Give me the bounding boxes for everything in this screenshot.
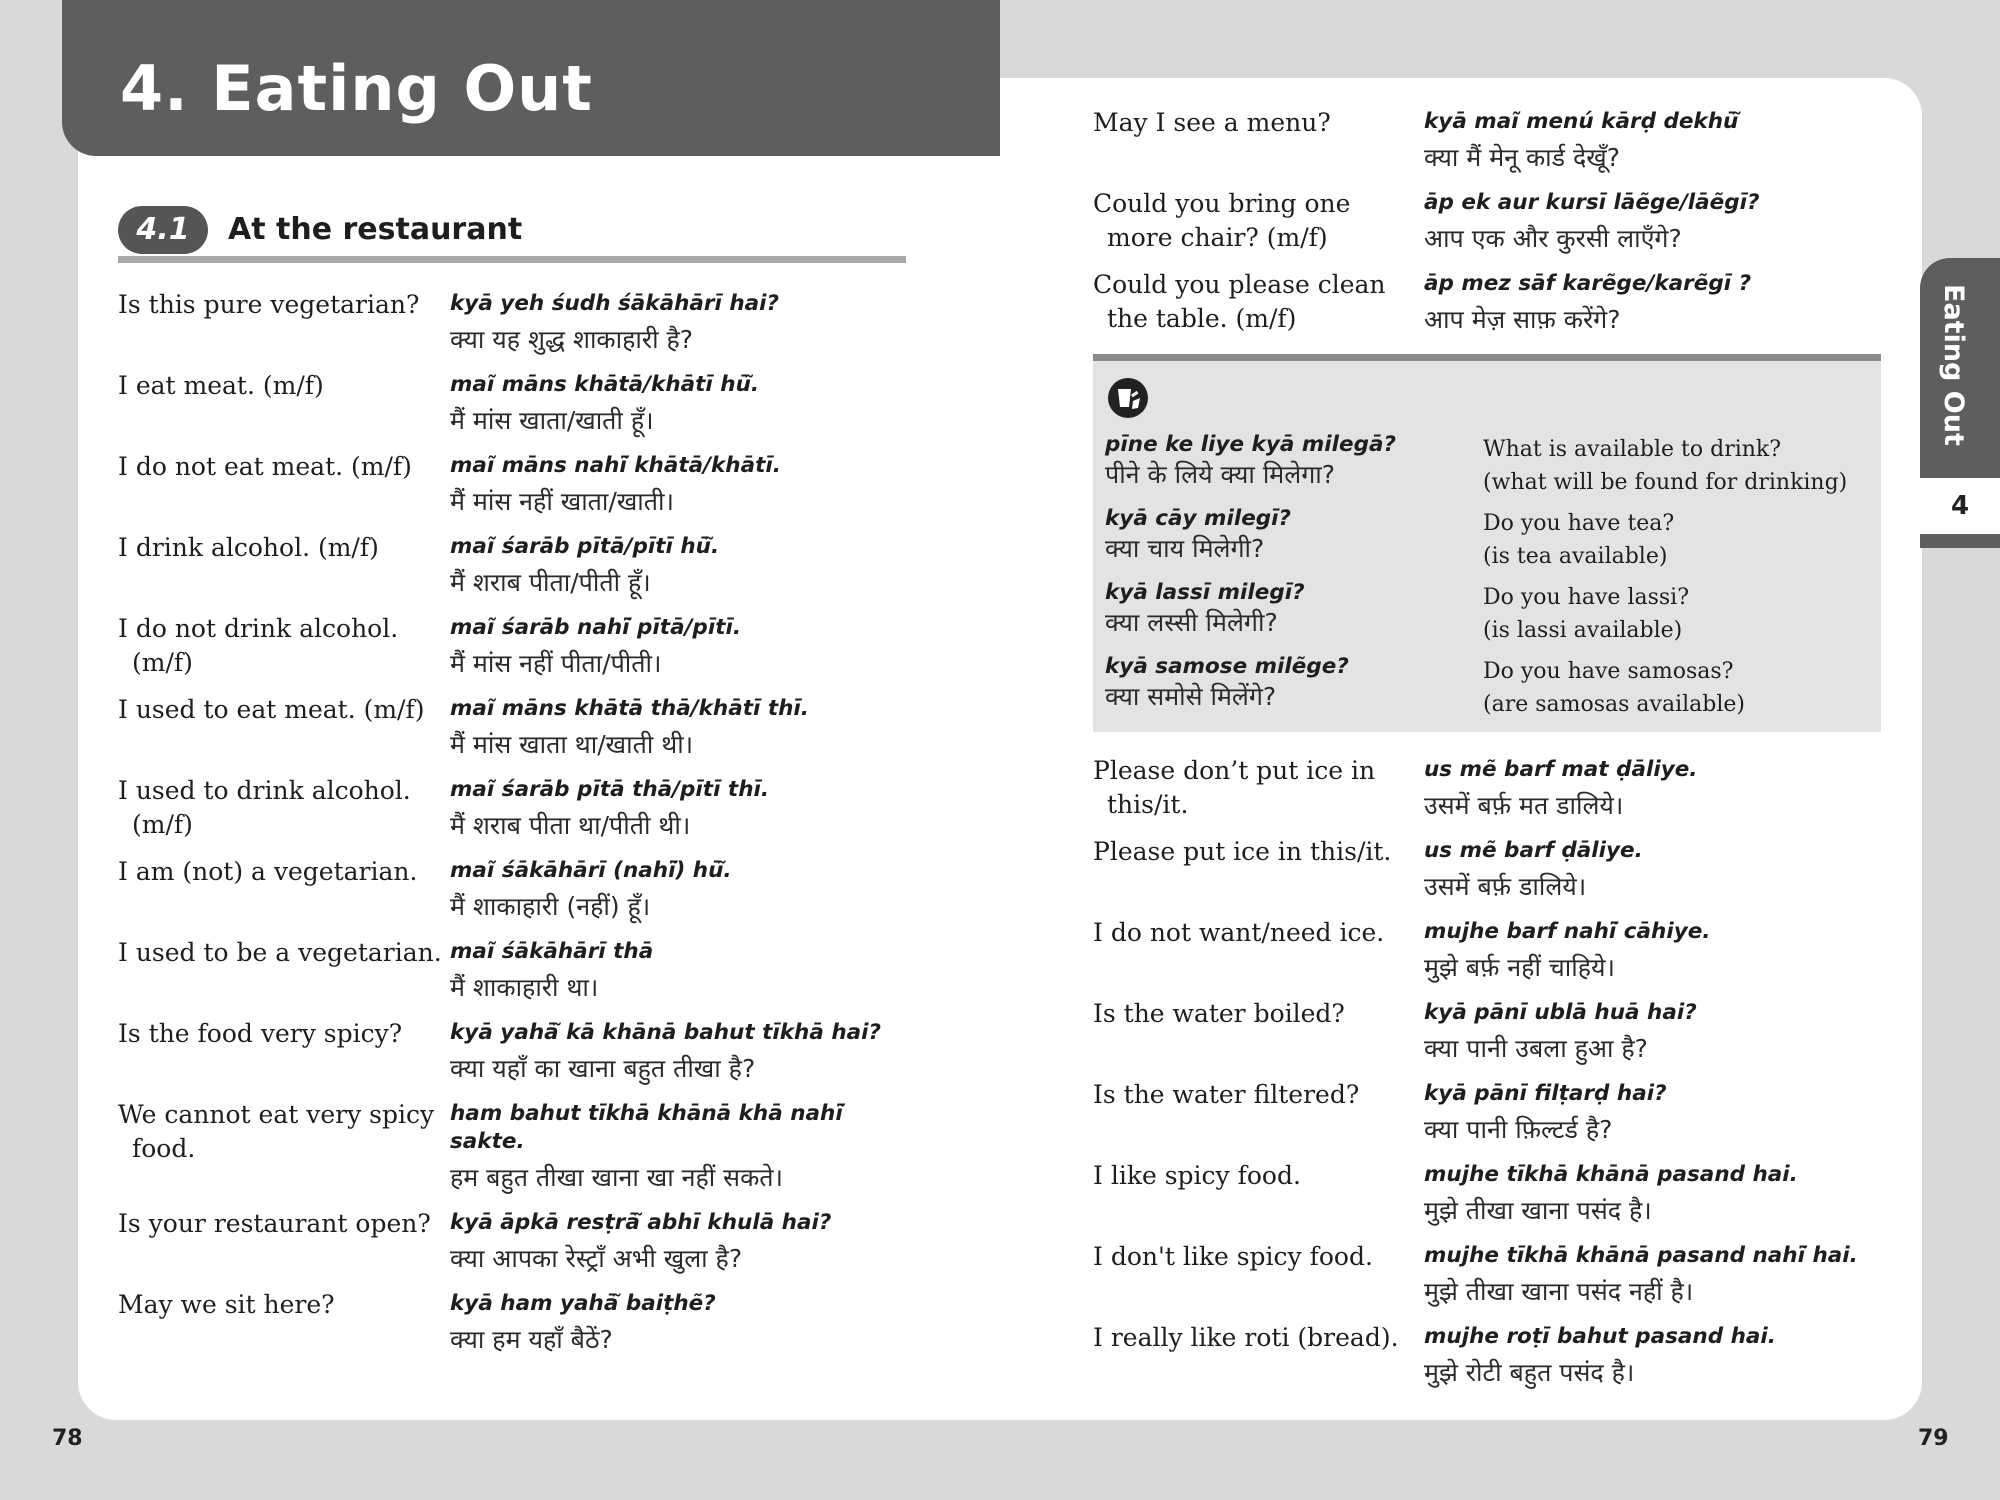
phrase-transliteration: maĩ māns nahī̃ khātā/khātī. bbox=[450, 453, 781, 478]
phrase-english bbox=[1093, 1240, 1373, 1274]
phrase-devanagari: मैं शराब पीता/पीती हूँ। bbox=[450, 568, 651, 597]
english-line: Please put ice in this/it. bbox=[1093, 837, 1392, 866]
phrase-english bbox=[1093, 1159, 1301, 1193]
english-line: I used to drink alcohol. bbox=[118, 776, 411, 805]
english-line: I do not drink alcohol. bbox=[118, 614, 399, 643]
english-line: I used to eat meat. (m/f) bbox=[118, 695, 425, 724]
phrase-devanagari: मुझे बर्फ़ नहीं चाहिये। bbox=[1424, 953, 1615, 982]
phrase-english bbox=[118, 369, 324, 403]
drink-row bbox=[1105, 579, 1875, 651]
drink-row bbox=[1105, 653, 1875, 725]
chapter-header bbox=[62, 0, 1000, 156]
section-number-badge: 4.1 bbox=[118, 206, 208, 254]
english-line: Is your restaurant open? bbox=[118, 1209, 431, 1238]
drink-gloss-line: Do you have lassi? bbox=[1483, 585, 1690, 610]
drink-transliteration: pīne ke liye kyā milegā? bbox=[1105, 432, 1396, 457]
drink-transliteration: kyā cāy milegī? bbox=[1105, 506, 1292, 531]
drink-gloss bbox=[1483, 581, 1689, 647]
phrase-devanagari: क्या पानी फ़िल्टर्ड है? bbox=[1424, 1115, 1613, 1144]
phrase-transliteration: us mẽ barf ḍāliye. bbox=[1424, 838, 1643, 863]
chapter-title: 4. Eating Out bbox=[120, 52, 593, 125]
page-number-right: 79 bbox=[1918, 1426, 1949, 1451]
phrase-transliteration: āp mez sāf karẽge/karẽgī ? bbox=[1424, 271, 1752, 296]
drink-icon bbox=[1107, 377, 1149, 419]
drink-gloss-line: (are samosas available) bbox=[1483, 692, 1746, 717]
drink-devanagari: क्या लस्सी मिलेगी? bbox=[1105, 608, 1278, 637]
drink-gloss bbox=[1483, 433, 1847, 499]
english-line: Could you please clean bbox=[1093, 270, 1386, 299]
english-line: Is the water filtered? bbox=[1093, 1080, 1360, 1109]
phrase-transliteration: āp ek aur kursī lāẽge/lāẽgī? bbox=[1424, 190, 1760, 215]
phrase-english bbox=[118, 774, 411, 842]
phrase-devanagari: क्या हम यहाँ बैठें? bbox=[450, 1325, 613, 1354]
phrase-english bbox=[1093, 754, 1375, 822]
drink-gloss-line: What is available to drink? bbox=[1483, 437, 1782, 462]
drinks-box bbox=[1093, 354, 1881, 732]
phrase-transliteration: mujhe tīkhā khānā pasand hai. bbox=[1424, 1162, 1798, 1187]
phrase-english bbox=[1093, 997, 1345, 1031]
english-line: I eat meat. (m/f) bbox=[118, 371, 324, 400]
english-line: I really like roti (bread). bbox=[1093, 1323, 1399, 1352]
phrase-transliteration: kyā maĩ menú kārḍ dekhū̃ bbox=[1424, 109, 1739, 134]
phrase-devanagari: क्या आपका रेस्ट्राँ अभी खुला है? bbox=[450, 1244, 743, 1273]
english-line: I like spicy food. bbox=[1093, 1161, 1301, 1190]
phrase-devanagari: हम बहुत तीखा खाना खा नहीं सकते। bbox=[450, 1163, 784, 1192]
phrase-english bbox=[118, 450, 412, 484]
phrase-devanagari: मैं मांस खाता/खाती हूँ। bbox=[450, 406, 654, 435]
phrase-devanagari: उसमें बर्फ़ डालिये। bbox=[1424, 872, 1587, 901]
drink-transliteration: kyā samose milẽge? bbox=[1105, 654, 1349, 679]
english-line: I do not eat meat. (m/f) bbox=[118, 452, 412, 481]
phrase-devanagari: आप एक और कुरसी लाएँगे? bbox=[1424, 224, 1682, 253]
english-line: the table. (m/f) bbox=[1107, 304, 1297, 333]
phrase-english bbox=[118, 693, 424, 727]
phrase-devanagari: मैं मांस नहीं खाता/खाती। bbox=[450, 487, 674, 516]
english-line: May I see a menu? bbox=[1093, 108, 1331, 137]
side-tab-number: 4 bbox=[1920, 478, 2000, 534]
phrase-english bbox=[118, 1207, 431, 1241]
drink-gloss-line: Do you have tea? bbox=[1483, 511, 1675, 536]
phrase-transliteration: ham bahut tīkhā khānā khā nahī̃ bbox=[450, 1101, 843, 1126]
drink-gloss-line: (what will be found for drinking) bbox=[1483, 470, 1848, 495]
phrase-english bbox=[1093, 1078, 1359, 1112]
section-title: At the restaurant bbox=[228, 212, 523, 247]
phrase-transliteration: maĩ śarāb nahī̃ pītā/pītī. bbox=[450, 615, 742, 640]
phrase-devanagari: मुझे रोटी बहुत पसंद है। bbox=[1424, 1358, 1635, 1387]
phrase-transliteration-cont: sakte. bbox=[450, 1129, 525, 1154]
page-number-left: 78 bbox=[52, 1426, 83, 1451]
phrase-transliteration: maĩ śarāb pītā/pītī hū̃. bbox=[450, 534, 720, 559]
drink-gloss bbox=[1483, 655, 1745, 721]
phrase-english bbox=[1093, 187, 1350, 255]
drink-gloss bbox=[1483, 507, 1674, 573]
drink-devanagari: क्या चाय मिलेगी? bbox=[1105, 534, 1265, 563]
phrase-transliteration: maĩ māns khātā/khātī hū̃. bbox=[450, 372, 760, 397]
phrase-devanagari: क्या यह शुद्ध शाकाहारी है? bbox=[450, 325, 694, 354]
english-line: We cannot eat very spicy bbox=[118, 1100, 435, 1129]
english-line: (m/f) bbox=[132, 810, 193, 839]
phrase-transliteration: kyā yahā̃ kā khānā bahut tīkhā hai? bbox=[450, 1020, 882, 1045]
phrase-transliteration: maĩ śarāb pītā thā/pītī thī. bbox=[450, 777, 770, 802]
english-line: food. bbox=[132, 1134, 196, 1163]
phrase-english bbox=[118, 1288, 335, 1322]
phrase-devanagari: मैं शराब पीता था/पीती थी। bbox=[450, 811, 691, 840]
english-line: Is this pure vegetarian? bbox=[118, 290, 420, 319]
phrase-english bbox=[118, 1017, 402, 1051]
phrase-transliteration: kyā āpkā resṭrā̃ abhī khulā hai? bbox=[450, 1210, 832, 1235]
english-line: I am (not) a vegetarian. bbox=[118, 857, 418, 886]
english-line: I drink alcohol. (m/f) bbox=[118, 533, 379, 562]
phrase-english bbox=[118, 612, 398, 680]
english-line: May we sit here? bbox=[118, 1290, 335, 1319]
english-line: more chair? (m/f) bbox=[1107, 223, 1328, 252]
phrase-transliteration: maĩ māns khātā thā/khātī thī. bbox=[450, 696, 809, 721]
phrase-english bbox=[118, 855, 417, 889]
phrase-english bbox=[1093, 1321, 1399, 1355]
drink-gloss-line: Do you have samosas? bbox=[1483, 659, 1734, 684]
phrase-devanagari: मैं मांस खाता था/खाती थी। bbox=[450, 730, 694, 759]
phrase-english bbox=[118, 531, 379, 565]
phrase-transliteration: kyā pānī ublā huā hai? bbox=[1424, 1000, 1697, 1025]
english-line: Is the food very spicy? bbox=[118, 1019, 403, 1048]
drink-gloss-line: (is lassi available) bbox=[1483, 618, 1683, 643]
phrase-transliteration: maĩ śākāhārī (nahī̃) hū̃. bbox=[450, 858, 732, 883]
phrase-english bbox=[1093, 106, 1331, 140]
drink-devanagari: क्या समोसे मिलेंगे? bbox=[1105, 682, 1277, 711]
phrase-transliteration: mujhe roṭī bahut pasand hai. bbox=[1424, 1324, 1776, 1349]
english-line: I do not want/need ice. bbox=[1093, 918, 1385, 947]
english-line: Could you bring one bbox=[1093, 189, 1351, 218]
phrase-transliteration: us mẽ barf mat ḍāliye. bbox=[1424, 757, 1698, 782]
phrase-transliteration: mujhe barf nahī̃ cāhiye. bbox=[1424, 919, 1711, 944]
phrase-transliteration: kyā pānī filṭarḍ hai? bbox=[1424, 1081, 1667, 1106]
drink-gloss-line: (is tea available) bbox=[1483, 544, 1668, 569]
phrase-english bbox=[118, 288, 419, 322]
english-line: (m/f) bbox=[132, 648, 193, 677]
phrase-devanagari: मैं शाकाहारी था। bbox=[450, 973, 599, 1002]
side-tab-label: Eating Out bbox=[1938, 284, 1969, 446]
drink-devanagari: पीने के लिये क्या मिलेगा? bbox=[1105, 460, 1336, 489]
phrase-transliteration: maĩ śākāhārī thā bbox=[450, 939, 654, 964]
english-line: this/it. bbox=[1107, 790, 1189, 819]
phrase-devanagari: क्या पानी उबला हुआ है? bbox=[1424, 1034, 1648, 1063]
phrase-devanagari: मैं मांस नहीं पीता/पीती। bbox=[450, 649, 662, 678]
english-line: Is the water boiled? bbox=[1093, 999, 1345, 1028]
phrase-devanagari: क्या मैं मेनू कार्ड देखूँ? bbox=[1424, 143, 1620, 172]
phrase-english bbox=[1093, 916, 1384, 950]
drink-transliteration: kyā lassī milegī? bbox=[1105, 580, 1305, 605]
phrase-english bbox=[118, 1098, 434, 1166]
drink-row bbox=[1105, 431, 1875, 503]
phrase-english bbox=[1093, 835, 1391, 869]
phrase-transliteration: kyā yeh śudh śākāhārī hai? bbox=[450, 291, 780, 316]
phrase-transliteration: mujhe tīkhā khānā pasand nahī̃ hai. bbox=[1424, 1243, 1858, 1268]
drink-row bbox=[1105, 505, 1875, 577]
phrase-devanagari: उसमें बर्फ़ मत डालिये। bbox=[1424, 791, 1624, 820]
phrase-devanagari: मुझे तीखा खाना पसंद है। bbox=[1424, 1196, 1652, 1225]
english-line: I used to be a vegetarian. bbox=[118, 938, 442, 967]
phrase-devanagari: आप मेज़ साफ़ करेंगे? bbox=[1424, 305, 1621, 334]
phrase-devanagari: मैं शाकाहारी (नहीं) हूँ। bbox=[450, 892, 651, 921]
phrase-english bbox=[118, 936, 442, 970]
english-line: I don't like spicy food. bbox=[1093, 1242, 1373, 1271]
section-rule bbox=[118, 256, 906, 263]
phrase-devanagari: क्या यहाँ का खाना बहुत तीखा है? bbox=[450, 1054, 756, 1083]
phrase-transliteration: kyā ham yahā̃ baiṭhẽ? bbox=[450, 1291, 716, 1316]
section-heading bbox=[118, 206, 906, 262]
english-line: Please don’t put ice in bbox=[1093, 756, 1376, 785]
phrase-devanagari: मुझे तीखा खाना पसंद नहीं है। bbox=[1424, 1277, 1694, 1306]
phrase-english bbox=[1093, 268, 1386, 336]
